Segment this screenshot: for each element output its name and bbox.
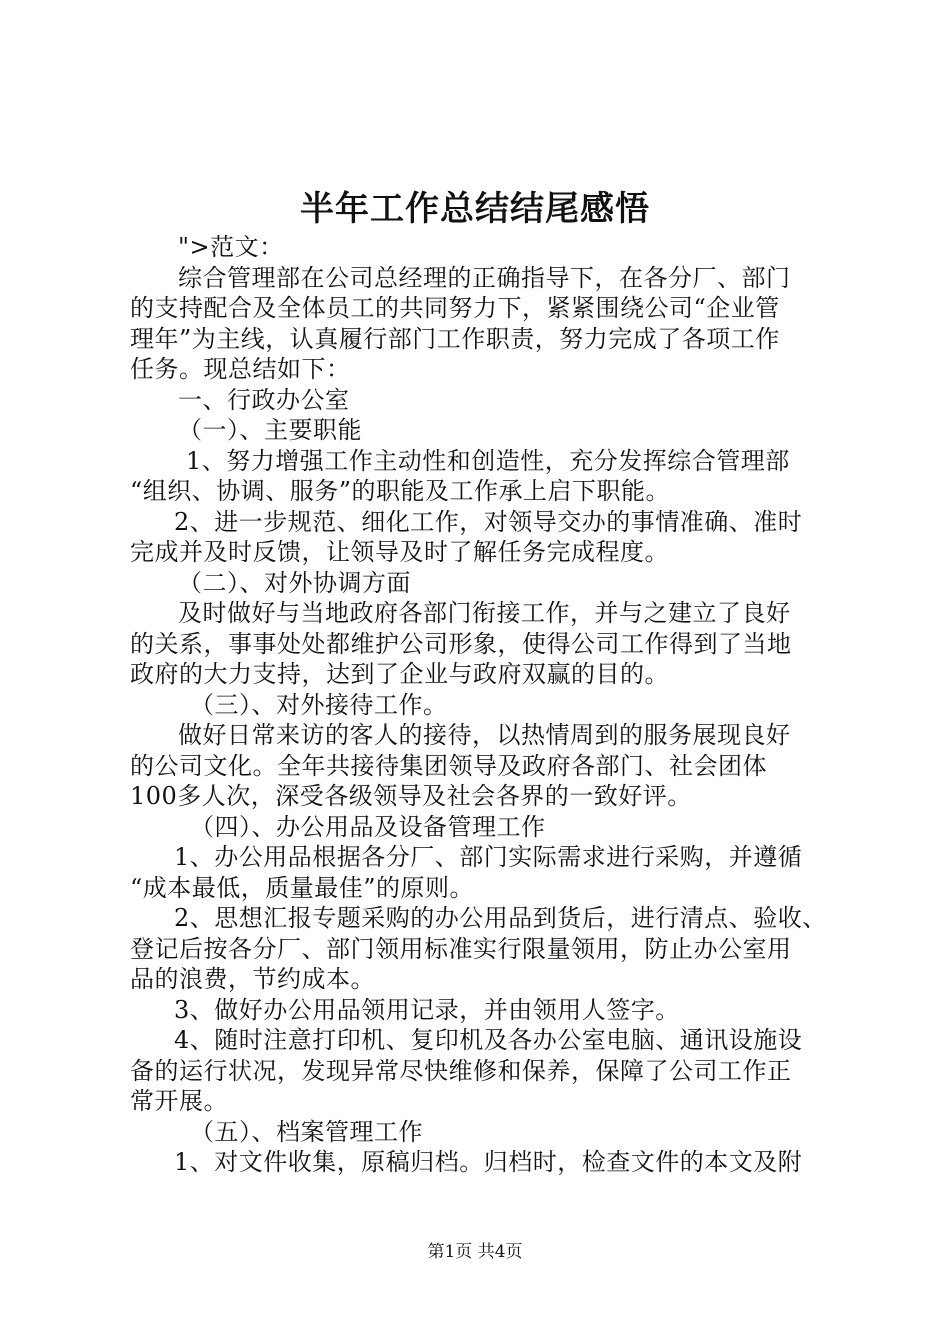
text-line: 完成并及时反馈，让领导及时了解任务完成程度。	[130, 538, 669, 566]
subsection-heading: （四）、办公用品及设备管理工作	[190, 812, 546, 841]
subsection-heading: （二）、对外协调方面	[178, 568, 411, 597]
text-line: 理年”为主线，认真履行部门工作职责，努力完成了各项工作	[130, 324, 780, 353]
text-line: 的公司文化。全年共接待集团领导及政府各部门、社会团体	[130, 751, 767, 780]
text-line: 综合管理部在公司总经理的正确指导下，在各分厂、部门	[178, 263, 791, 292]
text-line: “成本最低，质量最佳”的原则。	[130, 873, 475, 902]
document-body	[130, 232, 830, 1178]
subsection-heading: （一）、主要职能	[178, 416, 362, 444]
text-line: 2、思想汇报专题采购的办公用品到货后，进行清点、验收、	[174, 904, 827, 932]
text-line: 的支持配合及全体员工的共同努力下，紧紧围绕公司“企业管	[130, 294, 780, 322]
text-line: 做好日常来访的客人的接待，以热情周到的服务展现良好	[178, 721, 791, 749]
text-line: 的关系，事事处处都维护公司形象，使得公司工作得到了当地	[130, 629, 792, 658]
text-line: 政府的大力支持，达到了企业与政府双赢的目的。	[130, 660, 669, 688]
subsection-heading: （三）、对外接待工作。	[190, 690, 448, 719]
text-line: 2、进一步规范、细化工作，对领导交办的事情准确、准时	[174, 507, 803, 536]
section-heading: 一、行政办公室	[178, 385, 350, 414]
text-line: 4、随时注意打印机、复印机及各办公室电脑、通讯设施设	[174, 1026, 803, 1054]
text-line: 备的运行状况，发现异常尽快维修和保养，保障了公司工作正	[130, 1056, 792, 1085]
text-line: 品的浪费，节约成本。	[130, 965, 375, 993]
page-indicator: 第1页 共4页	[427, 1242, 523, 1262]
text-line: “组织、协调、服务”的职能及工作承上启下职能。	[130, 477, 671, 505]
text-line: 3、做好办公用品领用记录，并由领用人签字。	[174, 995, 680, 1024]
text-line: 登记后按各分厂、部门领用标准实行限量领用，防止办公室用	[130, 934, 792, 963]
document-title: 半年工作总结结尾感悟	[300, 189, 650, 229]
text-line: 1、办公用品根据各分厂、部门实际需求进行采购，并遵循	[174, 843, 803, 871]
text-line: 任务。现总结如下：	[130, 355, 351, 383]
text-line: 1、努力增强工作主动性和创造性，充分发挥综合管理部	[186, 446, 790, 475]
text-line: 及时做好与当地政府各部门衔接工作，并与之建立了良好	[178, 599, 791, 627]
text-line: 常开展。	[130, 1087, 228, 1115]
text-line: ">范文：	[178, 233, 284, 261]
subsection-heading: （五）、档案管理工作	[190, 1117, 423, 1146]
text-line: 100多人次，深受各级领导及社会各界的一致好评。	[130, 782, 692, 810]
text-line: 1、对文件收集，原稿归档。归档时，检查文件的本文及附	[174, 1148, 803, 1176]
